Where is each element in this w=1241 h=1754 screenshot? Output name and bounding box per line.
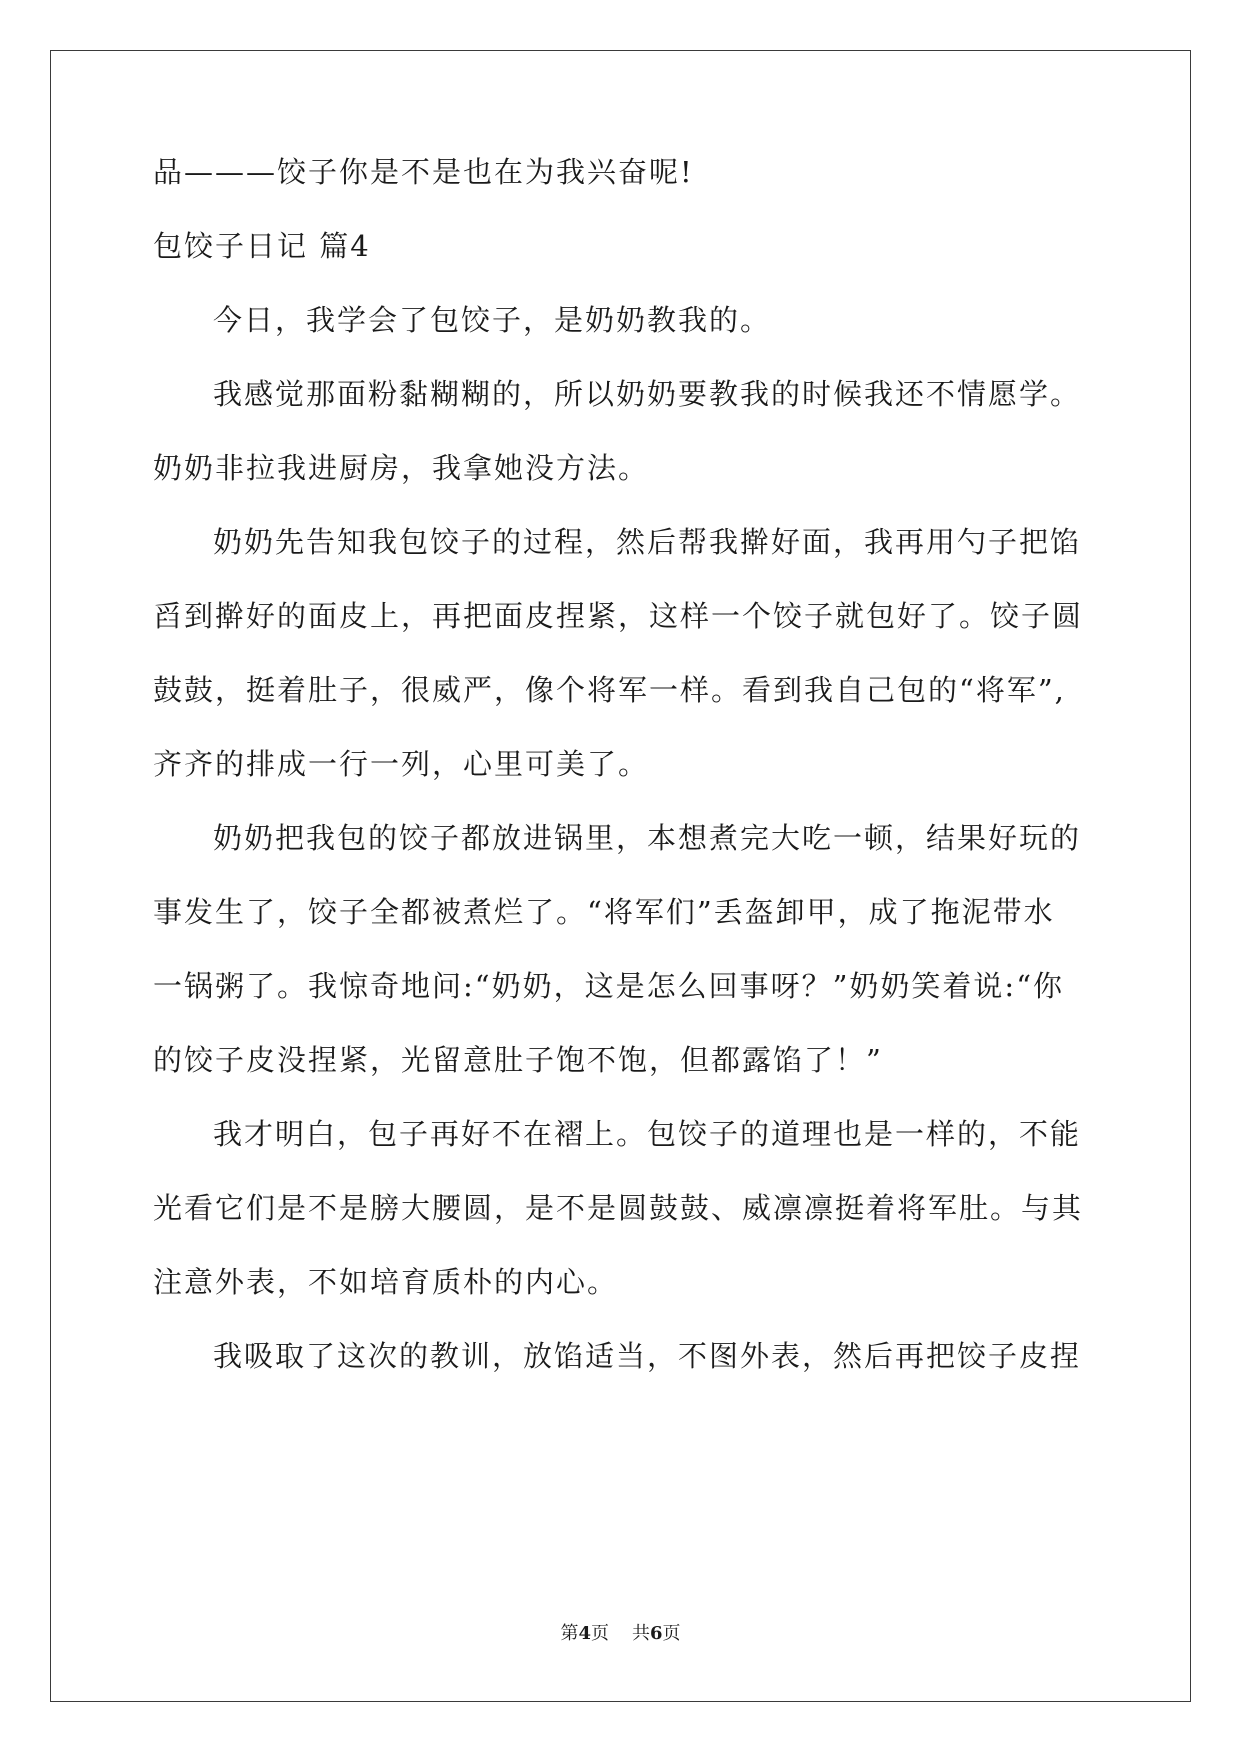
paragraph-line: 奶奶把我包的饺子都放进锅里，本想煮完大吃一顿，结果好玩的	[213, 821, 1082, 855]
paragraph-line: 光看它们是不是膀大腰圆，是不是圆鼓鼓、威凛凛挺着将军肚。与其	[153, 1191, 1084, 1225]
paragraph-line: 一锅粥了。我惊奇地问:“奶奶，这是怎么回事呀？”奶奶笑着说:“你	[153, 969, 1065, 1003]
paragraph-line: 今日，我学会了包饺子，是奶奶教我的。	[213, 303, 772, 337]
paragraph-line: 鼓鼓，挺着肚子，很威严，像个将军一样。看到我自己包的“将军”,	[153, 673, 1066, 707]
paragraph-line: 我才明白，包子再好不在褶上。包饺子的道理也是一样的，不能	[213, 1117, 1082, 1151]
section-heading: 包饺子日记 篇4	[153, 229, 371, 263]
paragraph-line: 奶奶先告知我包饺子的过程，然后帮我擀好面，我再用勺子把馅	[213, 525, 1082, 559]
total-prefix: 共	[631, 1623, 650, 1644]
paragraph-line: 舀到擀好的面皮上，再把面皮捏紧，这样一个饺子就包好了。饺子圆	[153, 599, 1084, 633]
page-unit: 页	[591, 1623, 610, 1644]
paragraph-line: 齐齐的排成一行一列，心里可美了。	[153, 747, 650, 781]
paragraph-line: 我吸取了这次的教训，放馅适当，不图外表，然后再把饺子皮捏	[213, 1339, 1082, 1373]
current-page-number: 4	[578, 1623, 592, 1644]
page-prefix: 第	[560, 1623, 579, 1644]
paragraph-line: 事发生了，饺子全都被煮烂了。“将军们”丢盔卸甲，成了拖泥带水	[153, 895, 1055, 929]
page-footer	[0, 1622, 1241, 1646]
total-unit: 页	[662, 1623, 681, 1644]
paragraph-line: 奶奶非拉我进厨房，我拿她没方法。	[153, 451, 650, 485]
paragraph-line: 我感觉那面粉黏糊糊的，所以奶奶要教我的时候我还不情愿学。	[213, 377, 1082, 411]
total-page-number: 6	[649, 1623, 663, 1644]
paragraph-line: 注意外表，不如培育质朴的内心。	[153, 1265, 619, 1299]
text-line-continuation: 品———饺子你是不是也在为我兴奋呢!	[153, 155, 694, 189]
paragraph-line: 的饺子皮没捏紧，光留意肚子饱不饱，但都露馅了！”	[153, 1043, 883, 1077]
page-frame	[50, 50, 1191, 1702]
